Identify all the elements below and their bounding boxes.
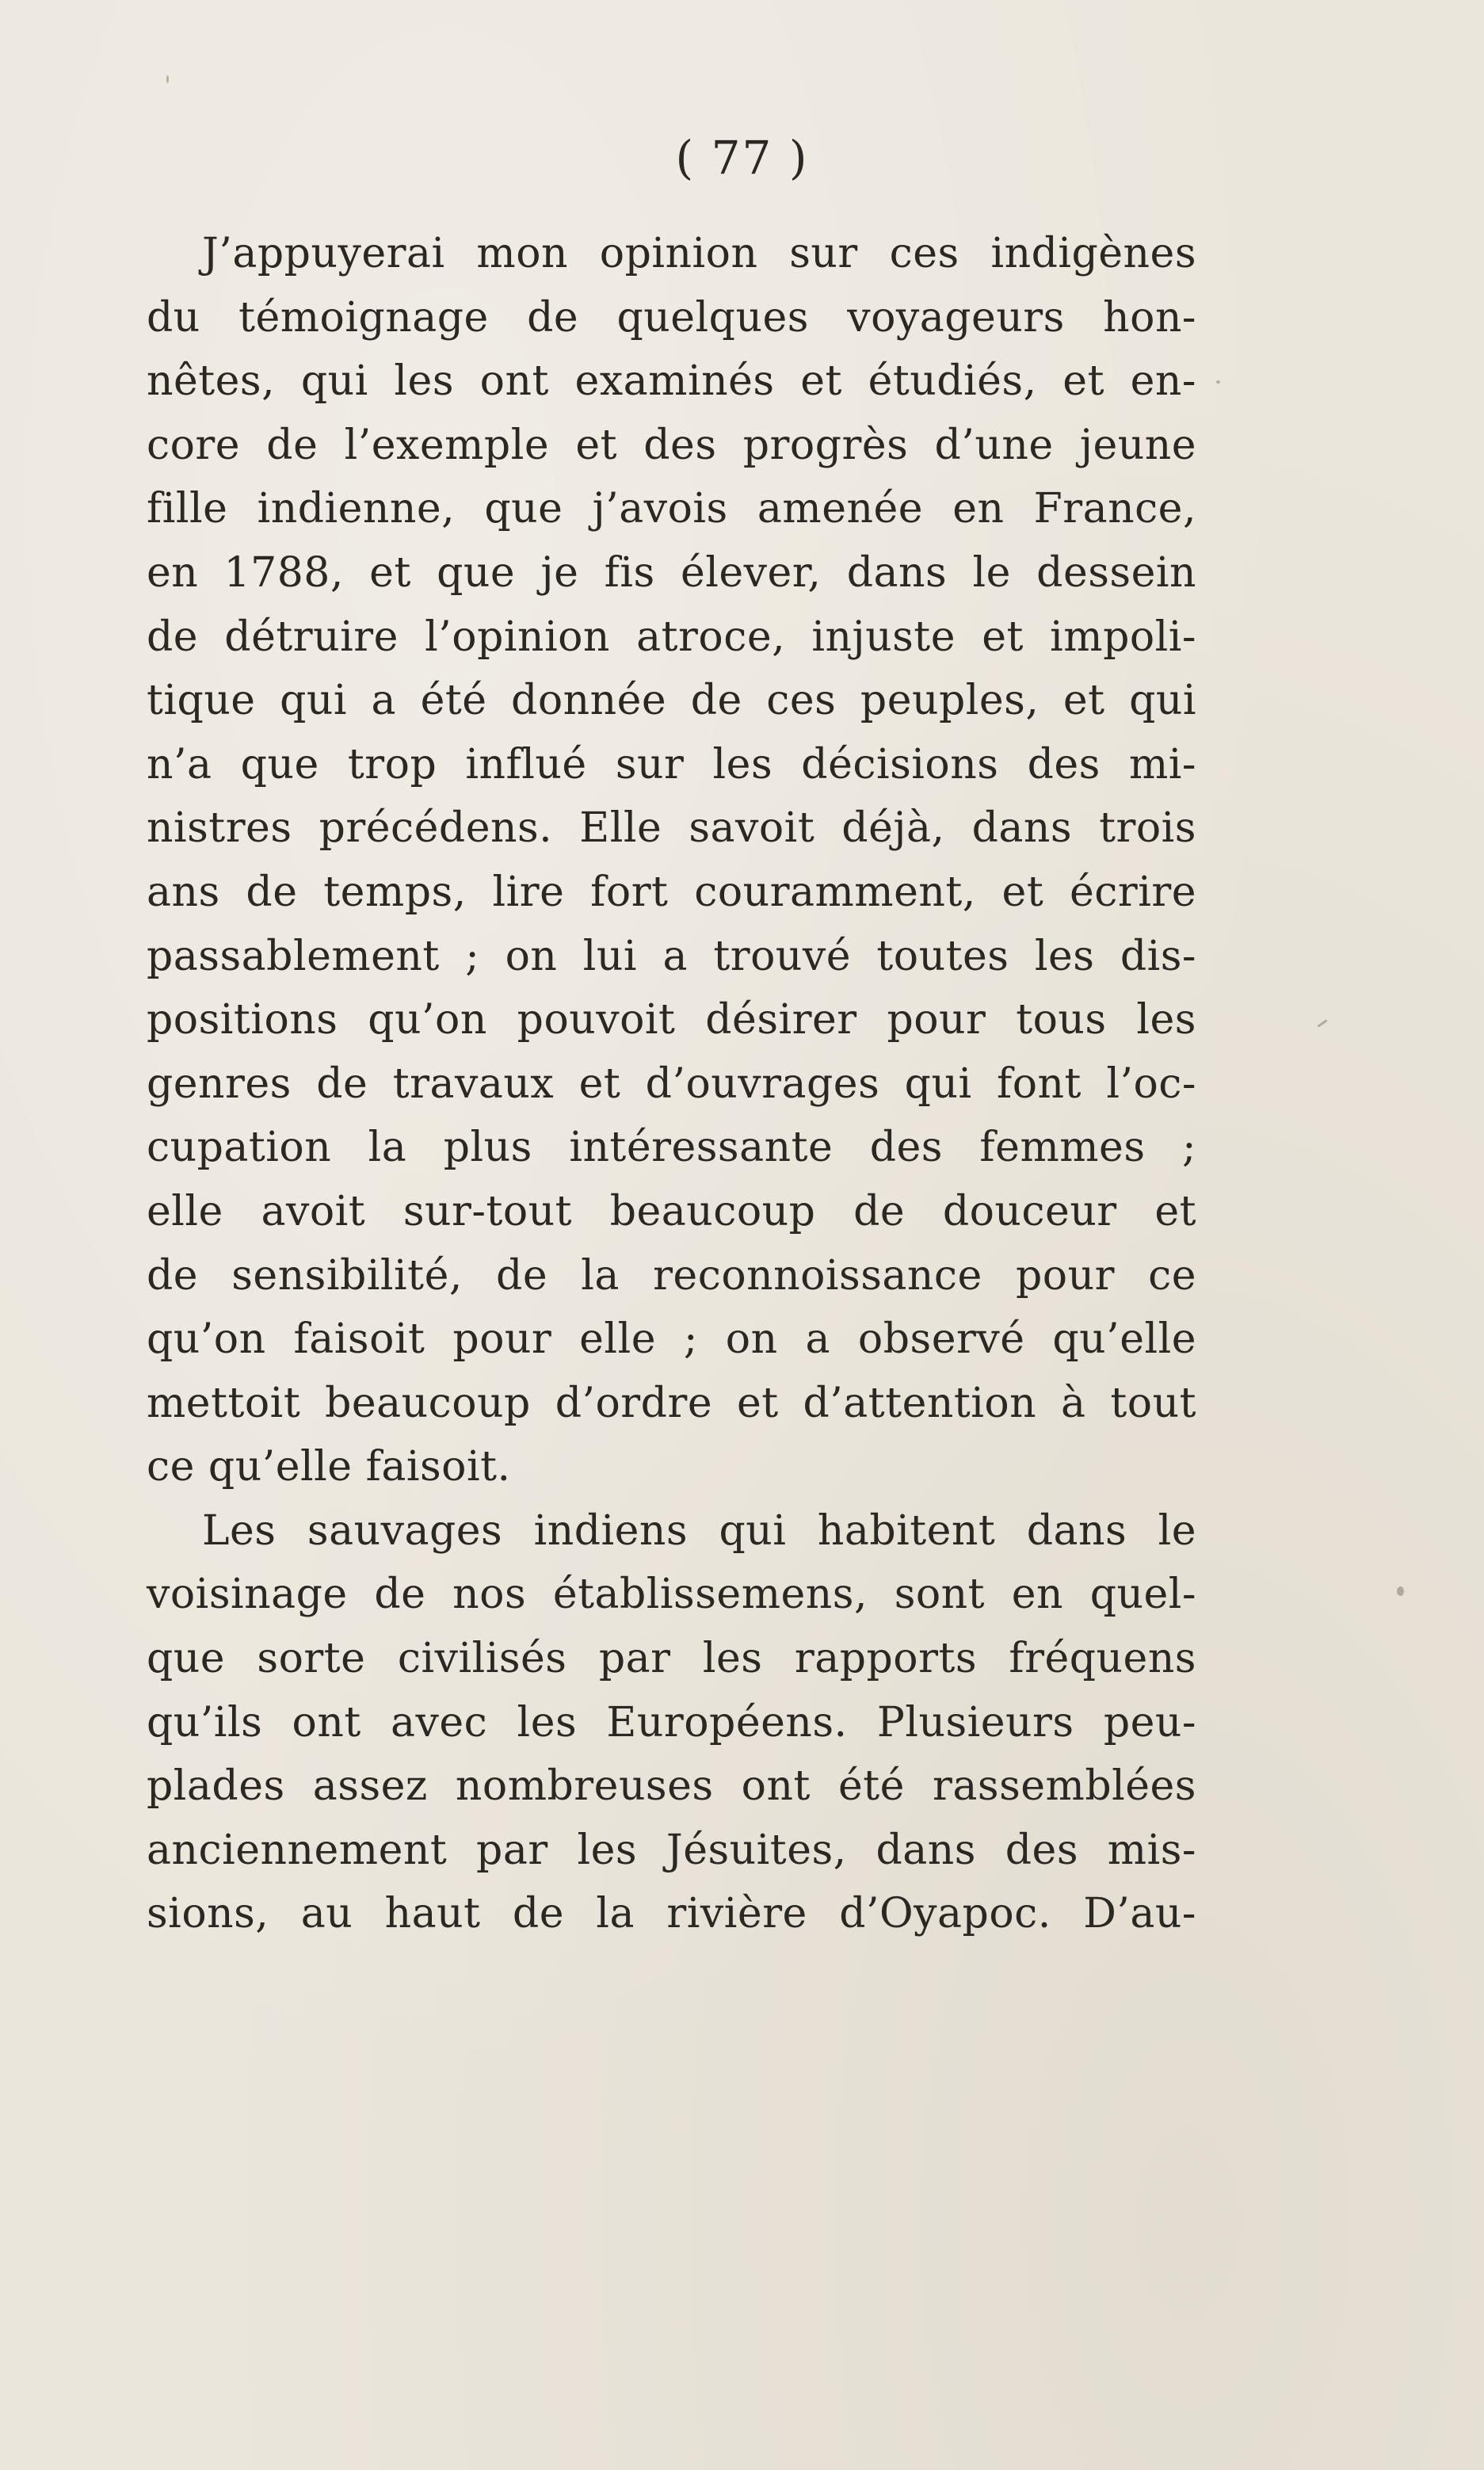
page-number: ( 77 ) xyxy=(675,131,809,185)
text-line: positions qu’on pouvoit désirer pour tous les xyxy=(147,996,1196,1044)
text-line: en 1788, et que je fis élever, dans le dessein xyxy=(147,548,1196,597)
body-text xyxy=(147,222,1196,1946)
text-line: qu’on faisoit pour elle ; on a observé qu’elle xyxy=(147,1315,1196,1364)
text-line: nêtes, qui les ont examinés et étudiés, et en- xyxy=(147,357,1196,406)
text-line: mettoit beaucoup d’ordre et d’attention à tout xyxy=(147,1379,1196,1427)
text-line: cupation la plus intéressante des femmes ; xyxy=(147,1124,1196,1172)
paper-speck xyxy=(166,75,169,83)
text-line: qu’ils ont avec les Européens. Plusieurs peu- xyxy=(147,1698,1196,1747)
text-line: du témoignage de quelques voyageurs hon- xyxy=(147,293,1196,342)
text-line: tique qui a été donnée de ces peuples, et qui xyxy=(147,677,1196,725)
text-line: genres de travaux et d’ouvrages qui font l’oc- xyxy=(147,1059,1196,1108)
text-line: Les sauvages indiens qui habitent dans le xyxy=(202,1506,1196,1555)
text-line: de détruire l’opinion atroce, injuste et impoli- xyxy=(147,613,1196,661)
text-line: sions, au haut de la rivière d’Oyapoc. D’au- xyxy=(147,1890,1196,1938)
paper-speck xyxy=(1397,1586,1404,1596)
text-line: ce qu’elle faisoit. xyxy=(147,1443,511,1491)
paper-speck xyxy=(1317,1019,1327,1027)
text-line: elle avoit sur-tout beaucoup de douceur et xyxy=(147,1187,1196,1235)
text-line: passablement ; on lui a trouvé toutes les dis- xyxy=(147,932,1196,980)
text-line: de sensibilité, de la reconnoissance pour ce xyxy=(147,1251,1196,1300)
text-line: plades assez nombreuses ont été rassemblées xyxy=(147,1762,1196,1811)
text-line: J’appuyerai mon opinion sur ces indigènes xyxy=(202,230,1196,277)
text-line: n’a que trop influé sur les décisions des mi- xyxy=(147,740,1196,788)
text-line: nistres précédens. Elle savoit déjà, dans trois xyxy=(147,804,1196,853)
text-line: core de l’exemple et des progrès d’une jeune xyxy=(147,421,1196,469)
text-line: que sorte civilisés par les rapports fréquens xyxy=(147,1635,1196,1683)
text-line: voisinage de nos établissemens, sont en quel- xyxy=(147,1571,1196,1619)
paper-speck xyxy=(1216,380,1220,384)
text-line: anciennement par les Jésuites, dans des mis- xyxy=(147,1826,1196,1874)
text-line: ans de temps, lire fort couramment, et écrire xyxy=(147,868,1196,916)
text-line: fille indienne, que j’avois amenée en France, xyxy=(147,485,1196,533)
